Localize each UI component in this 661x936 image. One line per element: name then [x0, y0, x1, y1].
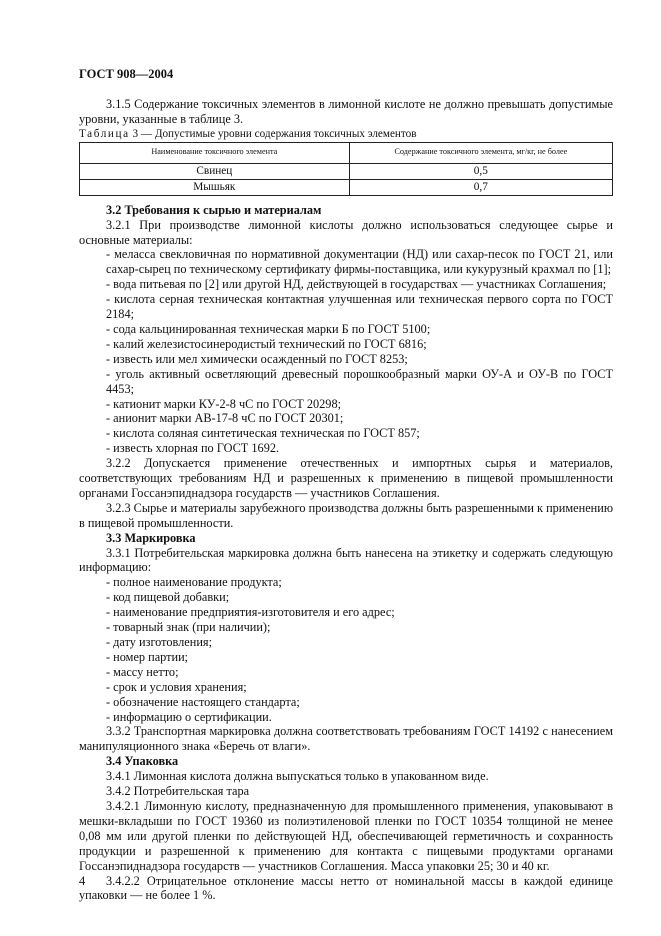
paragraph-3-2-2: 3.2.2 Допускается применение отечественных и импортных сырья и материалов, соответствующих требованиям НД и разрешенных к применению в пищевой промышленности органами Госсанэпиднадзора государств — участников Соглашения.: [79, 456, 613, 500]
paragraph-3-4-2-2: 3.4.2.2 Отрицательное отклонение массы нетто от номинальной массы в каждой единице упаковки — не более 1 %.: [79, 873, 613, 903]
list-item: - обозначение настоящего стандарта;: [106, 694, 300, 709]
list-item: - известь хлорная по ГОСТ 1692.: [106, 441, 280, 456]
list-item: - меласса свекловичная по нормативной документации (НД) или сахар-песок по ГОСТ 21, или сахар-сырец по техническому сертификату фирмы-поставщика, или кукурузный крахмал по [1];: [106, 247, 613, 277]
section-heading-3-2: 3.2 Требования к сырью и материалам: [106, 202, 322, 217]
paragraph-3-4-1: 3.4.1 Лимонная кислота должна выпускаться только в упакованном виде.: [106, 769, 489, 784]
paragraph-3-2-3: 3.2.3 Сырье и материалы зарубежного производства должны быть разрешенными к применению в пищевой промышленности.: [79, 500, 613, 530]
paragraph-3-3-1: 3.3.1 Потребительская маркировка должна быть нанесена на этикетку и содержать следующую информацию:: [79, 545, 613, 575]
paragraph-3-1-5: 3.1.5 Содержание токсичных элементов в лимонной кислоте не должно превышать допустимые уровни, указанные в таблице 3.: [79, 97, 613, 126]
list-item: - массу нетто;: [106, 664, 179, 679]
list-item: - кислота серная техническая контактная улучшенная или техническая первого сорта по ГОСТ 2184;: [106, 292, 613, 322]
list-item: - номер партии;: [106, 649, 189, 664]
list-item: - уголь активный осветляющий древесный порошкообразный марки ОУ-А и ОУ-В по ГОСТ 4453;: [106, 366, 613, 396]
table-cell-value: 0,5: [349, 163, 612, 179]
list-item: - известь или мел химически осажденный по ГОСТ 8253;: [106, 351, 408, 366]
list-item: - вода питьевая по [2] или другой НД, действующей в государствах — участниках Соглашения;: [106, 277, 607, 292]
table-row: [80, 163, 613, 179]
paragraph-3-2-1: 3.2.1 При производстве лимонной кислоты должно использоваться следующее сырье и основные материалы:: [79, 217, 613, 247]
table-cell-element: Свинец: [80, 163, 350, 179]
paragraph-3-4-2-1: 3.4.2.1 Лимонную кислоту, предназначенную для промышленного применения, упаковывают в мешки-вкладыши по ГОСТ 19360 из полиэтиленовой пленки по ГОСТ 10354 толщиной не менее 0,08 мм или другой пленки по действующей НД, обеспечивающей герметичность и сохранность продукции и разрешенной к применению для контакта с пищевыми продуктами органами Госсанэпиднадзора государств — участников Соглашения. Масса упаковки 25; 30 и 40 кг.: [79, 798, 613, 873]
table-caption-text: 3 — Допустимые уровни содержания токсичных элементов: [129, 127, 417, 140]
list-item: - наименование предприятия-изготовителя и его адрес;: [106, 605, 395, 620]
section-heading-3-4: 3.4 Упаковка: [106, 754, 179, 769]
table-cell-element: Мышьяк: [80, 179, 350, 195]
list-item: - катионит марки КУ-2-8 чС по ГОСТ 20298;: [106, 396, 342, 411]
table-header-element: Наименование токсичного элемента: [80, 142, 350, 163]
list-item: - товарный знак (при наличии);: [106, 620, 271, 635]
list-item: - код пищевой добавки;: [106, 590, 230, 605]
table-caption: [79, 127, 613, 142]
table-caption-prefix: Таблица: [79, 127, 130, 140]
list-item: - калий железистосинеродистый технический по ГОСТ 6816;: [106, 336, 427, 351]
table-3: [79, 142, 613, 196]
paragraph-3-3-2: 3.3.2 Транспортная маркировка должна соответствовать требованиям ГОСТ 14192 с нанесением манипуляционного знака «Беречь от влаги».: [79, 724, 613, 754]
section-heading-3-3: 3.3 Маркировка: [106, 530, 196, 545]
list-item: - сода кальцинированная техническая марки Б по ГОСТ 5100;: [106, 321, 431, 336]
list-item: - срок и условия хранения;: [106, 679, 247, 694]
table-cell-value: 0,7: [349, 179, 612, 195]
table-row: [80, 179, 613, 195]
page-content: [79, 97, 613, 903]
list-item: - полное наименование продукта;: [106, 575, 282, 590]
paragraph-3-4-2: 3.4.2 Потребительская тара: [106, 784, 250, 799]
list-item: - кислота соляная синтетическая техническая по ГОСТ 857;: [106, 426, 420, 441]
document-header: ГОСТ 908—2004: [79, 67, 174, 81]
table-header-content: Содержание токсичного элемента, мг/кг, не более: [349, 142, 612, 163]
table-header-row: [80, 142, 613, 163]
page-number: 4: [79, 874, 86, 888]
list-item: - дату изготовления;: [106, 635, 212, 649]
list-item: - анионит марки АВ-17-8 чС по ГОСТ 20301;: [106, 411, 344, 426]
list-item: - информацию о сертификации.: [106, 709, 272, 724]
